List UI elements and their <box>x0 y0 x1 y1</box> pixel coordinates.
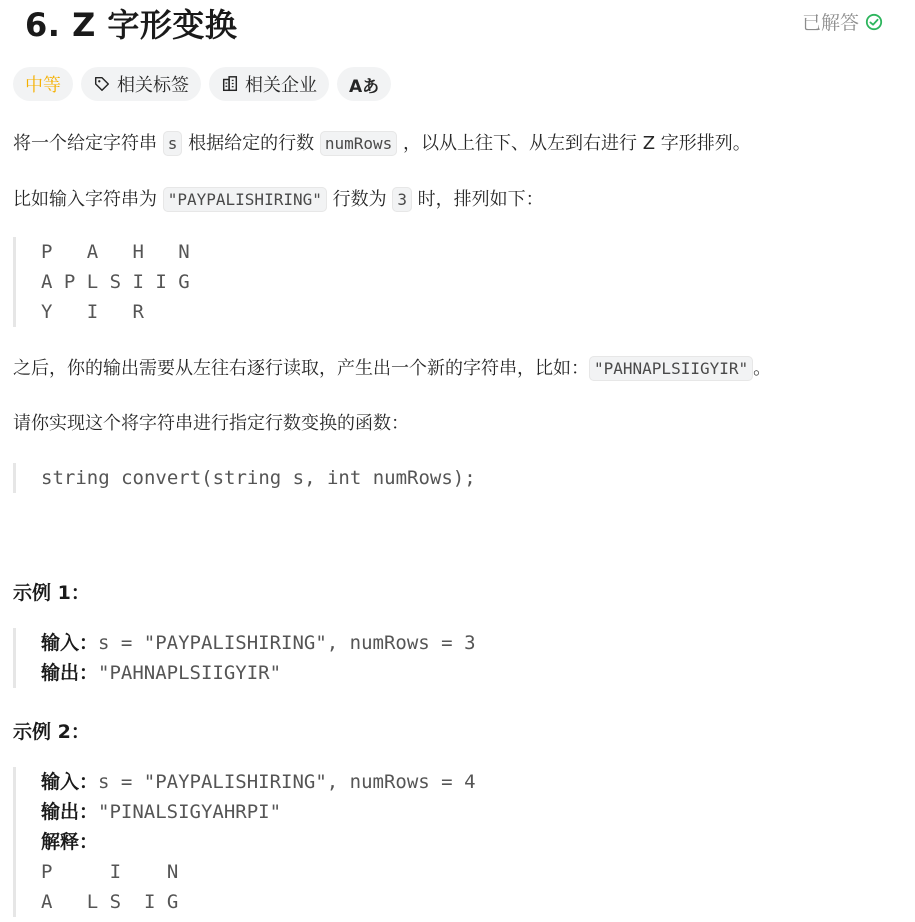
building-icon <box>221 75 239 93</box>
inline-code-output-string: "PAHNAPLSIIGYIR" <box>589 356 753 381</box>
tag-icon <box>93 75 111 93</box>
example-1-block <box>13 628 476 688</box>
zigzag-row: A P L S I I G <box>41 271 190 293</box>
translate-button[interactable] <box>337 67 391 101</box>
text-segment: 比如输入字符串为 <box>13 189 163 210</box>
tag-bar <box>13 67 391 101</box>
example-2-input: s = "PAYPALISHIRING", numRows = 4 <box>98 771 476 793</box>
translate-icon: Aあ <box>349 76 380 97</box>
related-tags-button[interactable] <box>81 67 201 101</box>
output-label: 输出： <box>41 662 99 684</box>
example-1-input: s = "PAYPALISHIRING", numRows = 3 <box>98 632 476 654</box>
example-1-heading: 示例 1： <box>13 582 90 604</box>
related-companies-label: 相关企业 <box>245 75 317 96</box>
example-2-zigzag-row: P I N <box>41 861 179 883</box>
text-segment: ，以从上往下、从左到右进行 Z 字形排列。 <box>397 133 751 154</box>
input-label: 输入： <box>41 771 99 793</box>
inline-code-numrows: numRows <box>320 131 397 156</box>
text-segment: 将一个给定字符串 <box>13 133 163 154</box>
difficulty-badge: 中等 <box>13 67 73 101</box>
description-paragraph-4: 请你实现这个将字符串进行指定行数变换的函数： <box>13 413 409 434</box>
inline-code-input-string: "PAYPALISHIRING" <box>163 187 327 212</box>
check-circle-icon <box>865 13 883 31</box>
example-2-block <box>13 767 476 917</box>
example-2-heading: 示例 2： <box>13 721 90 743</box>
inline-code-s: s <box>163 131 183 156</box>
text-segment: 。 <box>753 358 772 379</box>
example-2-output: "PINALSIGYAHRPI" <box>98 801 282 823</box>
function-signature: string convert(string s, int numRows); <box>41 467 476 489</box>
zigzag-row: P A H N <box>41 241 190 263</box>
problem-title[interactable]: 6. Z 字形变换 <box>25 6 238 44</box>
explain-label: 解释： <box>41 831 99 853</box>
zigzag-block <box>13 237 190 327</box>
description-paragraph-3 <box>13 355 771 383</box>
example-1-output: "PAHNAPLSIIGYIR" <box>98 662 282 684</box>
signature-block <box>13 463 476 493</box>
input-label: 输入： <box>41 632 99 654</box>
inline-code-rows: 3 <box>392 187 412 212</box>
related-tags-label: 相关标签 <box>117 75 189 96</box>
related-companies-button[interactable] <box>209 67 329 101</box>
example-2-input-line <box>41 767 476 797</box>
zigzag-row: Y I R <box>41 301 144 323</box>
text-segment: 行数为 <box>326 189 393 210</box>
output-label: 输出： <box>41 801 99 823</box>
description-paragraph-1 <box>13 130 751 158</box>
example-2-explain-line <box>41 827 476 857</box>
example-1-input-line <box>41 628 476 658</box>
example-1-output-line <box>41 658 476 688</box>
text-segment: 之后，你的输出需要从左往右逐行读取，产生出一个新的字符串，比如： <box>13 358 589 379</box>
solved-status[interactable] <box>802 8 883 35</box>
solved-label: 已解答 <box>801 12 859 34</box>
example-2-output-line <box>41 797 476 827</box>
description-paragraph-2 <box>13 186 544 214</box>
problem-header <box>12 0 903 54</box>
text-segment: 时，排列如下： <box>411 189 544 210</box>
text-segment: 根据给定的行数 <box>182 133 320 154</box>
example-2-zigzag-row: A L S I G <box>41 891 179 913</box>
